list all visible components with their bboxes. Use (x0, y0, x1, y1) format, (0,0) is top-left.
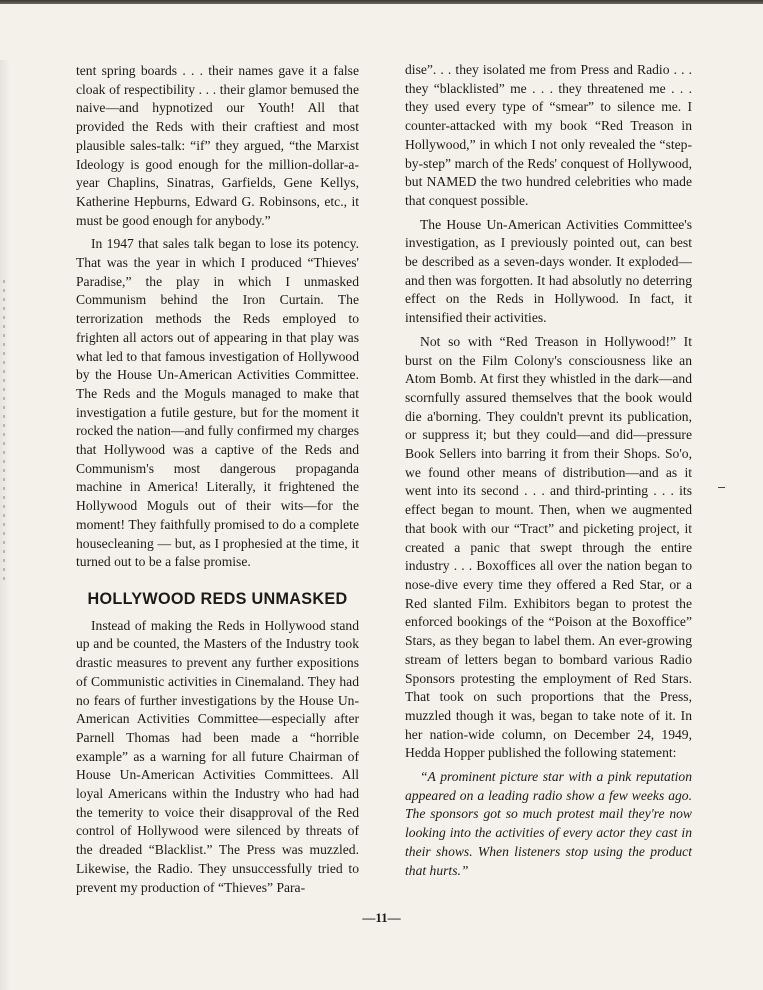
paragraph: tent spring boards . . . their names gave it a false cloak of respectibility . . . their glamor bemused the naive—and hypnotized our Youth! All that provided the Reds with their craftiest and most plausible sales-talk: “if” they argued, “the Marxist Ideology is good enough for the million-dollar-a-year Chaplins, Sinatras, Garfields, Gene Kellys, Katherine Hepburns, Edward G. Robinsons, etc., it must be good enough for anybody.” (76, 63, 359, 228)
scan-edge-top (0, 0, 763, 4)
paragraph: dise”. . . they isolated me from Press and Radio . . . they “blacklisted” me . . . they threatened me . . . they used every type of “smear” to silence me. I counter-attacked with my book “Red Treason in Hollywood,” in which I not only revealed the “step-by-step” march of the Reds' conquest of Hollywood, but NAMED the two hundred celebrities who made that conquest possible. (405, 62, 692, 208)
paragraph: Instead of making the Reds in Hollywood stand up and be counted, the Masters of the Industry took drastic measures to prevent any further expositions of Communistic activities in Cinemaland. They had no fears of further investigations by the House Un-American Activities Committee—especially after Parnell Thomas had been made a “horrible example” as a warning for all future Chairman of House Un-American Activities Committees. All loyal Americans within the Industry who had had the temerity to voice their disapproval of the Red control of Hollywood were silenced by threats of the dreaded “Blacklist.” The Press was muzzled. Likewise, the Radio. They unsuccessfully tried to prevent my production of “Thieves” Para- (76, 617, 359, 895)
left-column (76, 62, 359, 897)
block-quote: “A prominent picture star with a pink reputation appeared on a leading radio show a few weeks ago. The sponsors got so much protest mail they're now looking into the activities of every actor they cast in their shows. When listeners stop using the product that hurts.” (405, 769, 692, 878)
binding-marks (3, 280, 5, 580)
paragraph: Not so with “Red Treason in Hollywood!” It burst on the Film Colony's consciousness like an Atom Bomb. At first they whistled in the dark—and scornfully assured themselves that the book would die a'borning. They couldn't prevnt its publication, or suppress it; but they could—and did—pressure Book Sellers into barring it from their Shops. So'o, we found other means of distribution—and as it went into its second . . . and third-printing . . . its effect began to mount. Then, when we augmented that book with our “Tract” and picketing project, it created a panic that swept through the entire industry . . . Boxoffices all over the nation began to nose-dive every time they offered a Red Star, or a Red slanted Film. Exhibitors began to protest the enforced bookings of the “Poison at the Boxoffice” Stars, as they began to label them. An ever-growing stream of letters began to bombard various Radio Sponsors protesting the employment of Red Stars. That took on such proportions that the Press, muzzled though it was, began to take note of it. In her nation-wide column, on December 24, 1949, Hedda Hopper published the following statement: (405, 333, 692, 761)
scan-edge-left (0, 60, 10, 990)
paragraph: In 1947 that sales talk began to lose its potency. That was the year in which I produced “Thieves' Paradise,” the play in which I unmasked Communism behind the Iron Curtain. The terrorization methods the Reds employed to frighten all actors out of appearing in that play was what led to that famous investigation of Hollywood by the House Un-American Activities Committee. The Reds and the Moguls managed to make that investigation a futile gesture, but for the moment it rocked the nation—and fully confirmed my charges that Hollywood was a captive of the Reds and Communism's most dangerous propaganda machine in America! Literally, it frightened the Hollywood Moguls out of their wits—for the moment! They faithfully promised to do a complete housecleaning — but, as I prophesied at the time, it turned out to be a false promise. (76, 236, 359, 570)
paragraph: The House Un-American Activities Committee's investigation, as I previously pointed out, can best be described as a seven-days wonder. It exploded—and then was forgotten. It had absolutly no deterring effect on the Reds in Hollywood. In fact, it intensified their activities. (405, 216, 692, 326)
right-column (405, 61, 692, 880)
margin-mark (718, 487, 725, 488)
page-number: —11— (362, 910, 401, 925)
section-heading: HOLLYWOOD REDS UNMASKED (87, 589, 348, 608)
